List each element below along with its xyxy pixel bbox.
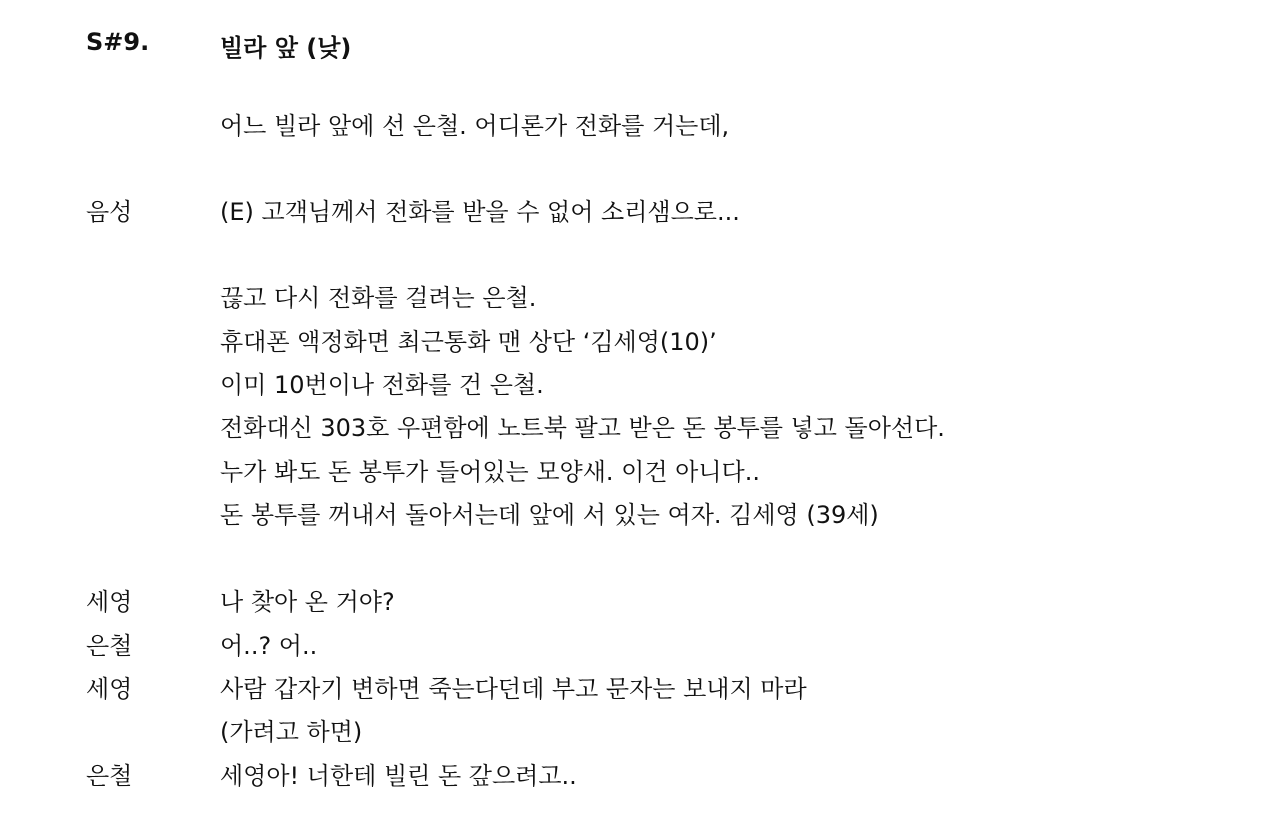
- action-text: 누가 봐도 돈 봉투가 들어있는 모양새. 이건 아니다..: [220, 458, 760, 486]
- dialogue-text: (E) 고객님께서 전화를 받을 수 없어 소리샘으로...: [220, 198, 740, 226]
- scene-number: S#9.: [86, 28, 150, 56]
- speaker-name: 은철: [86, 762, 133, 790]
- dialogue-text: 나 찾아 온 거야?: [220, 588, 395, 616]
- action-text: 휴대폰 액정화면 최근통화 맨 상단 ‘김세영(10)’: [220, 328, 717, 356]
- dialogue-text: 어..? 어..: [220, 632, 318, 660]
- scene-heading: [86, 28, 352, 62]
- speaker-name: 세영: [86, 588, 133, 616]
- parenthetical-text: (가려고 하면): [220, 718, 363, 746]
- scene-title: 빌라 앞 (낮): [220, 34, 352, 62]
- action-text: 이미 10번이나 전화를 건 은철.: [220, 371, 544, 399]
- dialogue-text: 세영아! 너한테 빌린 돈 갚으려고..: [220, 762, 577, 790]
- action-text: 전화대신 303호 우편함에 노트북 팔고 받은 돈 봉투를 넣고 돌아선다.: [220, 414, 945, 442]
- action-text: 돈 봉투를 꺼내서 돌아서는데 앞에 서 있는 여자. 김세영 (39세): [220, 501, 879, 529]
- action-text: 어느 빌라 앞에 선 은철. 어디론가 전화를 거는데,: [220, 112, 730, 140]
- speaker-name: 음성: [86, 198, 133, 226]
- speaker-name: 은철: [86, 632, 133, 660]
- dialogue-text: 사람 갑자기 변하면 죽는다던데 부고 문자는 보내지 마라: [220, 675, 807, 703]
- speaker-name: 세영: [86, 675, 133, 703]
- action-text: 끊고 다시 전화를 걸려는 은철.: [220, 284, 537, 312]
